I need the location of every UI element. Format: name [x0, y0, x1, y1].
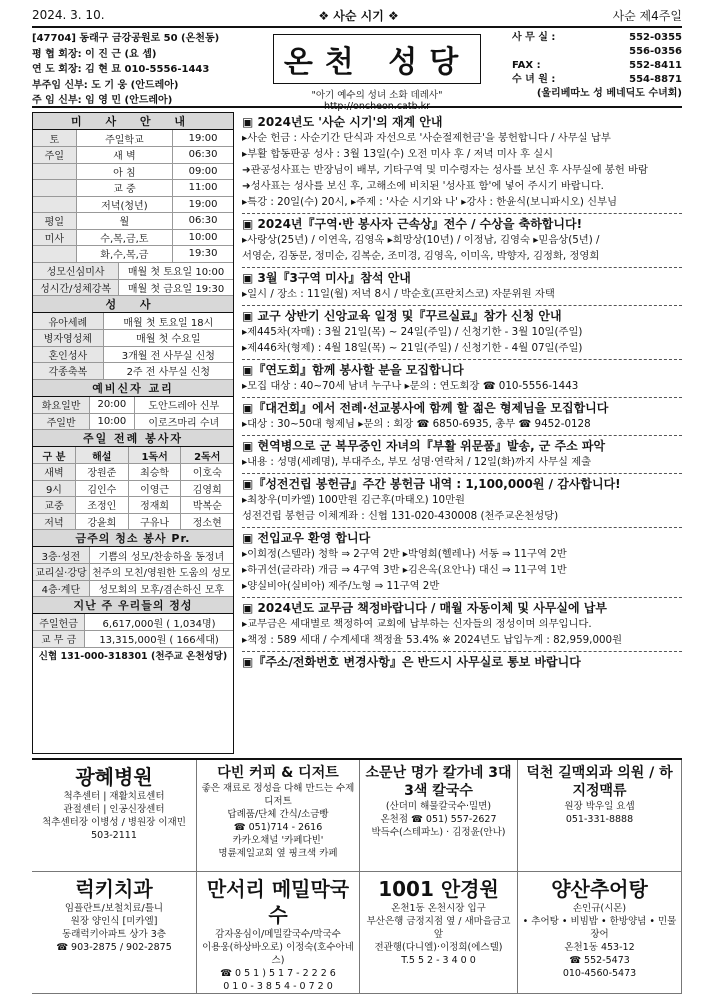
ad-line: ☎ 552-5473 [569, 955, 630, 966]
table-cell: 교 무 금 [33, 631, 85, 648]
ad-name: 광혜병원 [75, 765, 153, 789]
table-cell: 20:00 [90, 397, 134, 414]
notice-title: ▣ 현역병으로 군 복무중인 자녀의『부활 위문품』발송, 군 주소 파악 [242, 439, 606, 453]
table-cell: 성모신심미사 [33, 263, 119, 280]
ad-box [360, 872, 518, 994]
table-cell: 주일헌금 [33, 614, 85, 631]
offering-section-title: 지난 주 우리들의 정성 [33, 597, 233, 614]
top-line [32, 6, 682, 24]
masthead-info [32, 28, 242, 106]
table-cell: 저녁(청년) [76, 196, 172, 213]
notice-line: ▸양실비아(실비아) 제주/노형 ⇒ 11구역 2반 [242, 580, 440, 592]
ad-box [197, 872, 360, 994]
notice-title: ▣ 3월『3구역 미사』참석 안내 [242, 271, 411, 285]
masthead-title-block [242, 28, 512, 112]
table-header-cell: 2독서 [181, 447, 233, 464]
table-cell: 6,617,000원 ( 1,034명) [85, 614, 233, 631]
notice-item [242, 528, 682, 598]
masthead-contacts [512, 28, 682, 106]
offering-bank-account: 신협 131-000-318301 (천주교 온천성당) [38, 650, 228, 662]
table-cell: 10:00 [90, 413, 134, 430]
website-url[interactable]: http://oncheon.catb.kr [323, 101, 431, 112]
table-cell: 교리실·강당 [33, 564, 89, 581]
notice-item [242, 306, 682, 360]
table-cell: 미사 [33, 229, 76, 246]
notice-title: ▣『주소/전화번호 변경사항』은 반드시 사무실로 통보 바랍니다 [242, 655, 581, 669]
notice-line: ▸대상 : 30~50대 형제님 ▸문의 : 회장 ☎ 6850-6935, 총무 ☎ 9452-0128 [242, 418, 591, 430]
notice-line: 성전건립 봉헌금 이체계좌 : 신협 131-020-430008 (천주교온천성당) [242, 510, 559, 522]
table-cell: 교 중 [76, 180, 172, 197]
notice-item [242, 268, 682, 306]
convent-name: (울리베따노 성 베네딕도 수녀회) [536, 88, 682, 99]
ad-line: ☎ 903-2875 / 902-2875 [56, 942, 172, 953]
contact-value: 554-8871 [629, 74, 682, 85]
liturgical-season: ❖ 사순 시기 ❖ [318, 8, 399, 23]
table-cell: 도안드레아 신부 [134, 397, 233, 414]
offering-table [33, 614, 233, 648]
contact-convent [512, 73, 682, 87]
table-cell: 19:30 [173, 246, 233, 263]
table-cell: 성모회의 모후/겸손하신 모후 [89, 580, 233, 597]
ad-box [32, 760, 197, 872]
notice-title: ▣ 전입교우 환영 합니다 [242, 531, 371, 545]
ad-line: 010-4560-5473 [562, 968, 637, 979]
table-row [33, 413, 233, 430]
ad-name: 럭키치과 [75, 877, 153, 901]
table-cell: 매월 첫 금요일 19:30 [119, 279, 233, 296]
notice-item [242, 474, 682, 528]
table-cell: 이호숙 [181, 464, 233, 481]
ad-line: 온천1동 453-12 [564, 942, 635, 953]
notice-line: 서영순, 김동문, 정미순, 김복순, 조미경, 김영옥, 이미옥, 박향자, 김정화, 정영희 [242, 250, 600, 262]
ad-line: 척추센터장 이병성 / 병원장 이재민 [42, 817, 186, 828]
table-cell: 수,목,금,토 [76, 229, 172, 246]
contact-fax [512, 59, 682, 73]
ad-line: 관절센터 | 인공신장센터 [63, 804, 165, 815]
table-row [33, 330, 233, 347]
ad-line: 051-331-8888 [565, 814, 634, 825]
contact-office-2 [512, 45, 682, 59]
pastor: 주 임 신부: 임 영 민 (안드레아) [32, 95, 173, 106]
notice-item [242, 214, 682, 268]
table-cell: 09:00 [173, 163, 233, 180]
council-president: 평 협 회장: 이 진 근 (요 셉) [32, 48, 157, 60]
table-cell: 천주의 모친/영원한 도움의 성모 [89, 564, 233, 581]
special-mass-table [33, 263, 233, 297]
mass-section-title: 미 사 안 내 [33, 113, 233, 130]
table-cell: 19:00 [173, 130, 233, 147]
notice-title: ▣『대건회』에서 전례·선교봉사에 함께 할 젊은 형제님을 모집합니다 [242, 401, 609, 415]
ad-box [32, 872, 197, 994]
notice-line: ▸부활 합동판공 성사 : 3월 13일(수) 오전 미사 후 / 저녁 미사 후 실시 [242, 148, 554, 160]
notice-title: ▣『성전건립 봉헌금』주간 봉헌금 내역 : 1,100,000원 / 감사합니다! [242, 477, 621, 491]
ad-line: 답례품/단체 간식/소금빵 [227, 809, 329, 820]
table-row [33, 480, 233, 497]
table-cell: 4층·계단 [33, 580, 89, 597]
ad-line: 명륜제일교회 옆 핑크색 카페 [218, 848, 338, 859]
table-cell: 3개월 전 사무실 신청 [103, 346, 233, 363]
table-cell: 매월 첫 수요일 [103, 330, 233, 347]
table-row [33, 614, 233, 631]
table-cell: 각종축복 [33, 363, 103, 380]
notice-line: ➜관공성사표는 반장님이 배부, 기타구역 및 미수령자는 성사를 보신 후 사무실에 봉헌 바람 [242, 164, 648, 176]
table-cell: 저녁 [33, 513, 75, 530]
table-cell [33, 196, 76, 213]
table-cell: 이로즈마리 수녀 [134, 413, 233, 430]
ad-line: 감자옹심이/메밀칼국수/막국수 [215, 929, 341, 940]
ad-box [197, 760, 360, 872]
ad-line: 온천1동 온천시장 입구 [391, 903, 486, 914]
ad-line: 손인규(시몬) [572, 903, 627, 914]
table-row [33, 163, 233, 180]
notice-line: ▸내용 : 성명(세례명), 부대주소, 부모 성명·연락처 / 12일(화)까지 사무실 제출 [242, 456, 592, 468]
notice-title: ▣『연도회』함께 봉사할 분을 모집합니다 [242, 363, 464, 377]
table-cell: 3층·성전 [33, 547, 89, 564]
table-cell: 월 [76, 213, 172, 230]
notice-line: ▸일시 / 장소 : 11일(월) 저녁 8시 / 박순호(프란치스코) 자문위원 자택 [242, 288, 555, 300]
ad-line: 부산은행 금정지점 옆 / 새마을금고 앞 [366, 916, 511, 940]
ad-line: 박득수(스테파노) · 김정윤(안나) [371, 827, 506, 838]
ad-line: 원장 박우일 요셉 [564, 801, 635, 812]
catechism-section-title: 예비신자 교리 [33, 380, 233, 397]
table-cell: 화요일반 [33, 397, 90, 414]
bulletin-body [32, 112, 682, 754]
ad-name: 만서리 메밀막국수 [206, 877, 350, 927]
notice-line: ▸하귀선(글라라) 개금 ⇒ 4구역 3반 ▸김은옥(요안나) 대신 ⇒ 11구역 1반 [242, 564, 567, 576]
table-cell: 평일 [33, 213, 76, 230]
table-cell: 매월 첫 토요일 10:00 [119, 263, 233, 280]
table-row [33, 313, 233, 330]
notice-line: ▸이희정(스텔라) 청학 ⇒ 2구역 2반 ▸박영희(헬레나) 서동 ⇒ 11구역 2반 [242, 548, 567, 560]
assistant-priest: 부주임 신부: 도 기 웅 (안드레아) [32, 79, 179, 91]
table-row [33, 580, 233, 597]
table-row [33, 397, 233, 414]
table-cell: 유아세례 [33, 313, 103, 330]
table-cell: 성시간/성체강복 [33, 279, 119, 296]
servers-table [33, 447, 233, 530]
table-cell [33, 163, 76, 180]
notice-line: ▸교무금은 세대별로 책정하여 교회에 납부하는 신자들의 정성이며 의무입니다. [242, 618, 592, 630]
mass-table [33, 130, 233, 263]
table-cell: 06:30 [173, 147, 233, 164]
sacrament-section-title: 성 사 [33, 296, 233, 313]
ad-line: • 추어탕 • 비빔밥 • 한방양념 • 민물장어 [522, 916, 677, 940]
table-row [33, 213, 233, 230]
notice-item [242, 112, 682, 214]
masthead [32, 26, 682, 112]
table-cell: 13,315,000원 ( 166세대) [85, 631, 233, 648]
ad-box [518, 872, 682, 994]
notice-item [242, 398, 682, 436]
ad-line: 임플란트/보철치료/틀니 [64, 903, 164, 914]
parish-title [273, 34, 481, 84]
table-cell: 10:00 [173, 229, 233, 246]
contact-label: 사 무 실 : [512, 32, 556, 43]
notice-item [242, 436, 682, 474]
table-row [33, 130, 233, 147]
servers-section-title: 주일 전례 봉사자 [33, 430, 233, 447]
contact-label: 수 녀 원 : [512, 74, 556, 85]
catechism-table [33, 397, 233, 431]
ad-line: 척추센터 | 재활치료센터 [63, 791, 165, 802]
notice-line: ▸사순 헌금 : 사순기간 단식과 자선으로 '사순절제헌금'을 봉헌합니다 / 사무실 납부 [242, 132, 611, 144]
table-row [33, 246, 233, 263]
table-cell: 정재희 [128, 497, 181, 514]
notice-title: ▣ 교구 상반기 신앙교육 일정 및『꾸르실료』참가 신청 안내 [242, 309, 562, 323]
ad-name: 양산추어탕 [551, 877, 648, 901]
ad-name: 소문난 명가 칼가네 3대3색 칼국수 [365, 765, 512, 799]
contact-value: 552-0355 [629, 32, 682, 43]
contact-office [512, 31, 682, 45]
contact-value: 556-0356 [629, 46, 682, 57]
ad-line: ☎ 051)714 - 2616 [233, 822, 323, 833]
address-line: [47704] 동래구 금강공원로 50 (온천동) [32, 33, 220, 44]
table-cell: 화,수,목,금 [76, 246, 172, 263]
table-row [33, 464, 233, 481]
sacrament-table [33, 313, 233, 380]
contact-value: 552-8411 [629, 60, 682, 71]
table-row [33, 547, 233, 564]
table-cell: 조정인 [75, 497, 128, 514]
table-row [33, 279, 233, 296]
table-cell: 11:00 [173, 180, 233, 197]
ad-box [360, 760, 518, 872]
table-cell [33, 246, 76, 263]
contact-label: FAX : [512, 60, 541, 71]
table-header-cell: 구 분 [33, 447, 75, 464]
table-cell: 주일학교 [76, 130, 172, 147]
ad-line: 전관행(다니엘)·이정희(에스텔) [374, 942, 503, 953]
advertisements [32, 758, 682, 994]
table-header-cell: 해설 [75, 447, 128, 464]
ad-line: (산더미 해물칼국수·밀면) [385, 801, 492, 812]
table-row [33, 363, 233, 380]
table-row [33, 196, 233, 213]
table-cell: 기쁨의 성모/찬송하올 동정녀 [89, 547, 233, 564]
table-cell: 박복순 [181, 497, 233, 514]
ad-line: 0 1 0 - 3 8 5 4 - 0 7 2 0 [223, 981, 333, 992]
table-row [33, 180, 233, 197]
liturgical-week: 사순 제4주일 [612, 8, 682, 23]
table-cell: 김인수 [75, 480, 128, 497]
table-row [33, 147, 233, 164]
notice-line: ▸특강 : 20일(수) 20시, ▸주제 : '사순 시기와 나' ▸강사 : 한윤식(보니파시오) 신부님 [242, 196, 618, 208]
table-cell: 강윤희 [75, 513, 128, 530]
ad-line: 좋은 재료로 정성을 다해 만드는 수제 디저트 [201, 783, 355, 807]
notice-line: ▸사랑상(25년) / 이연옥, 김영옥 ▸희망상(10년) / 이정남, 김영숙 ▸믿음상(5년) / [242, 234, 600, 246]
notice-title: ▣ 2024년『구역·반 봉사자 근속상』전수 / 수상을 축하합니다! [242, 217, 583, 231]
prayer-president: 연 도 회장: 김 현 묘 010-5556-1443 [32, 64, 210, 75]
notice-item [242, 360, 682, 398]
ad-name: 덕천 길맥외과 의원 / 하지정맥류 [526, 765, 673, 799]
notice-title: ▣ 2024년도 교무금 책정바랍니다 / 매월 자동이체 및 사무실에 납부 [242, 601, 607, 615]
patron-slogan: "아기 예수의 성녀 소화 데레사" [311, 90, 443, 101]
table-header-cell: 1독서 [128, 447, 181, 464]
table-cell: 정소현 [181, 513, 233, 530]
table-row [33, 631, 233, 648]
ad-line: 503-2111 [91, 830, 137, 841]
table-cell: 토 [33, 130, 76, 147]
notice-line: ▸책정 : 589 세대 / 수계세대 책정율 53.4% ※ 2024년도 납입누계 : 82,959,000원 [242, 634, 623, 646]
table-cell: 새 벽 [76, 147, 172, 164]
ad-line: 원장 양인식 [미카엘] [70, 916, 158, 927]
ad-line: T.5 5 2 - 3 4 0 0 [401, 955, 476, 966]
ad-line: 동래럭키아파트 상가 3층 [62, 929, 166, 940]
cleaning-table [33, 547, 233, 597]
table-cell: 병자영성체 [33, 330, 103, 347]
schedule-column [32, 112, 234, 754]
table-cell: 19:00 [173, 196, 233, 213]
ad-box [518, 760, 682, 872]
table-row [33, 497, 233, 514]
table-row [33, 229, 233, 246]
table-cell: 06:30 [173, 213, 233, 230]
parish-name: 온천 성당 [283, 45, 471, 80]
table-cell [33, 180, 76, 197]
ad-line: 카카오채널 '카페다빈' [232, 835, 324, 846]
table-cell: 9시 [33, 480, 75, 497]
table-cell: 매월 첫 토요일 18시 [103, 313, 233, 330]
ad-line: ☎ 0 5 1 ) 5 1 7 - 2 2 2 6 [220, 968, 336, 979]
table-cell: 이영근 [128, 480, 181, 497]
notices-column [234, 112, 682, 754]
table-cell: 혼인성사 [33, 346, 103, 363]
notice-title: ▣ 2024년도 '사순 시기'의 재계 안내 [242, 115, 443, 129]
table-cell: 새벽 [33, 464, 75, 481]
table-cell: 교중 [33, 497, 75, 514]
notice-item [242, 652, 682, 673]
cleaning-section-title: 금주의 청소 봉사 Pr. [33, 530, 233, 547]
table-header-row [33, 447, 233, 464]
table-row [33, 513, 233, 530]
table-cell: 아 침 [76, 163, 172, 180]
ad-line: 온천점 ☎ 051) 557-2627 [380, 814, 497, 825]
ad-name: 1001 안경원 [378, 877, 499, 901]
table-cell: 주일반 [33, 413, 90, 430]
table-cell: 2주 전 사무실 신청 [103, 363, 233, 380]
table-row [33, 263, 233, 280]
notice-line: ▸제446차(형제) : 4월 18일(목) ~ 21일(주일) / 신청기한 - 4월 07일(주일) [242, 342, 583, 354]
notice-item [242, 598, 682, 652]
notice-line: ➜성사표는 성사를 보신 후, 고해소에 비치된 '성사표 함'에 넣어 주시기 바랍니다. [242, 180, 604, 192]
table-cell: 주일 [33, 147, 76, 164]
issue-date: 2024. 3. 10. [32, 8, 105, 22]
ad-name: 다빈 커피 & 디저트 [217, 765, 339, 781]
table-cell: 장원준 [75, 464, 128, 481]
table-row [33, 346, 233, 363]
table-cell: 최승학 [128, 464, 181, 481]
notice-line: ▸모집 대상 : 40~70세 남녀 누구나 ▸문의 : 연도회장 ☎ 010-5556-1443 [242, 380, 579, 392]
notice-line: ▸최창우(미카엘) 100만원 김근후(마태오) 10만원 [242, 494, 465, 506]
ad-line: 이용웅(하상바오로) 이정숙(호수아네스) [202, 942, 354, 966]
notice-line: ▸제445차(자매) : 3월 21일(목) ~ 24일(주일) / 신청기한 - 3월 10일(주일) [242, 326, 583, 338]
table-cell: 구유나 [128, 513, 181, 530]
table-cell: 김영희 [181, 480, 233, 497]
table-row [33, 564, 233, 581]
